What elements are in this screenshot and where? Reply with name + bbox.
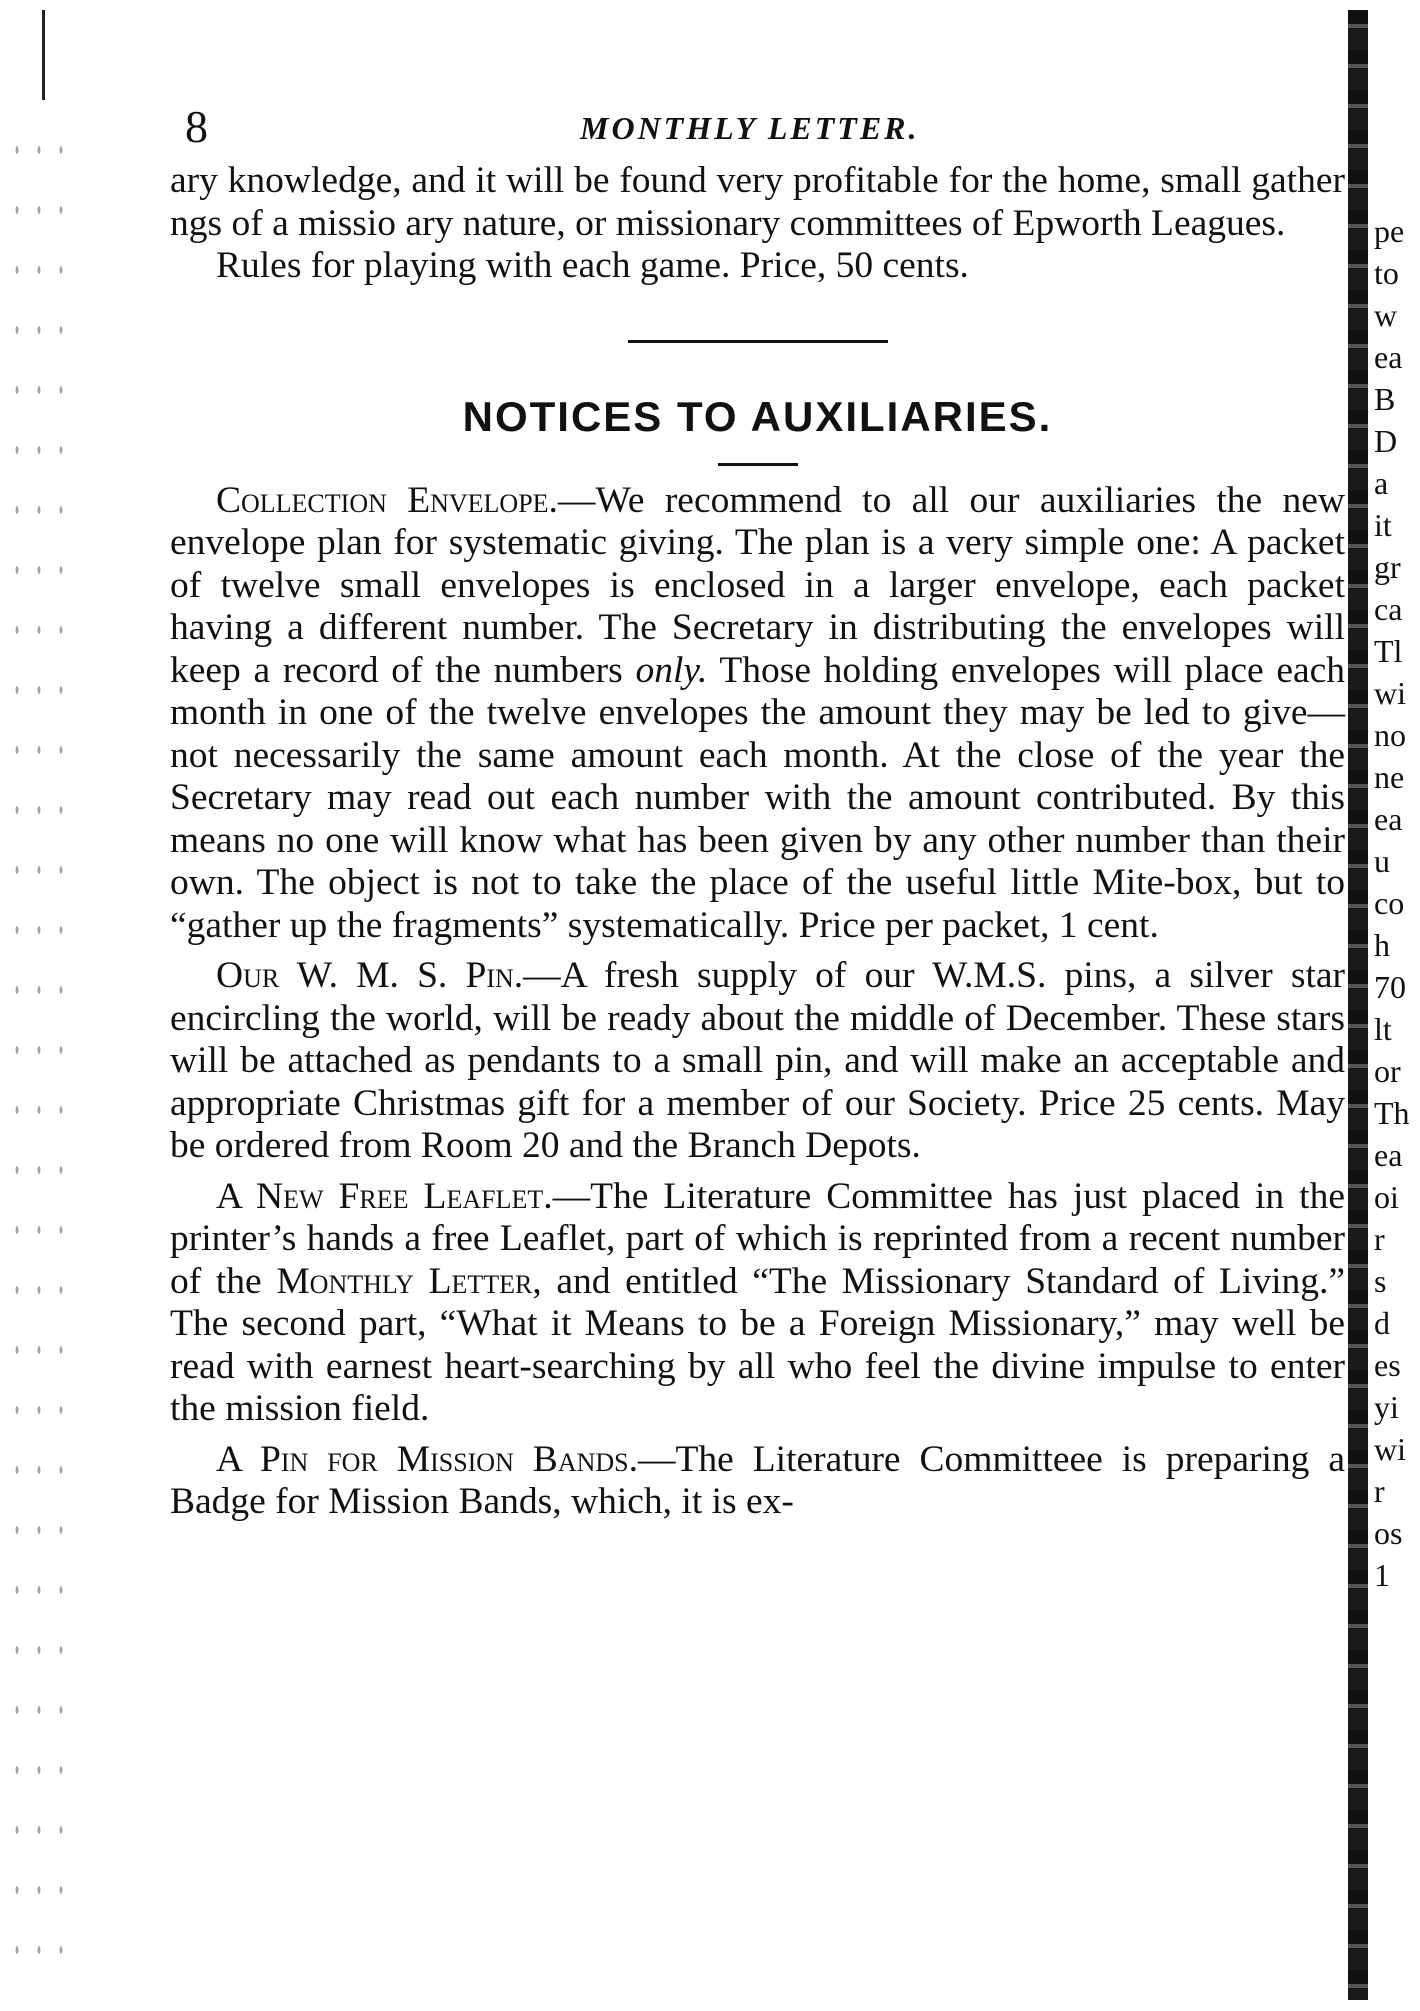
adjacent-page-fragment: w [1374, 297, 1398, 333]
notice-emphasis: only. [635, 649, 708, 691]
notice-text: The Literature Committee has just placed in the printer’s hands a free Leaflet, part of which is reprinted from a recent number of the [170, 1175, 1345, 1302]
adjacent-page-fragment: yi [1374, 1389, 1399, 1425]
adjacent-page-fragment: D [1374, 423, 1398, 459]
adjacent-page-fragment: oi [1374, 1179, 1399, 1215]
notice-mission-bands-pin [170, 1439, 1345, 1524]
adjacent-page-fragment: wi [1374, 1431, 1406, 1467]
notice-text: We recommend to all our auxiliaries the new envelope plan for systematic giving. The plan is a very simple one: A packet of twelve small envelopes is enclosed in a larger envelope, each packet having a different number. The Secretary in distributing the envelopes will keep a record of the numbers [170, 479, 1345, 691]
adjacent-page-fragment: os [1374, 1515, 1403, 1551]
notices-body [170, 480, 1345, 1524]
adjacent-page-fragment: co [1374, 885, 1405, 921]
notice-text: Those holding envelopes will place each month in one of the twelve envelopes the amount they may be led to give—not necessarily the same amount each month. At the close of the year the Secretary may read out each number with the amount contributed. By this means no one will know what has been given by any other number than their own. The object is not to take the place of the useful little Mite-box, but to “gather up the fragments” systematically. Price per packet, 1 cent. [170, 649, 1345, 946]
notice-free-leaflet [170, 1176, 1345, 1431]
running-title: MONTHLY LETTER. [580, 110, 920, 146]
section-divider [628, 340, 888, 343]
adjacent-page-fragment: 70 [1374, 969, 1406, 1005]
notice-text: The Literature Committeee is preparing a Badge for Mission Bands, which, it is ex- [170, 1438, 1345, 1522]
adjacent-page-fragment: a [1374, 465, 1389, 501]
notice-text: and entitled “The Missionary Standard of Living.” The second part, “What it Means to be a Foreign Missionary,” may well be read with earnest heart-searching by all who feel the divine impulse to enter the mission field. [170, 1260, 1346, 1429]
adjacent-page-fragment: Tl [1374, 633, 1403, 669]
page-number: 8 [185, 101, 208, 152]
notice-collection-envelope [170, 480, 1345, 948]
binding-edge [1348, 10, 1368, 2000]
adjacent-page-fragment: B [1374, 381, 1396, 417]
adjacent-page-fragment: or [1374, 1053, 1401, 1089]
notice-text: A fresh supply of our W.M.S. pins, a silver star encircling the world, will be ready about the middle of December. These stars will be attached as pendants to a small pin, and will make an acceptable and appropriate Christmas gift for a member of our Society. Price 25 cents. May be ordered from Room 20 and the Branch Depots. [170, 955, 1345, 1166]
adjacent-page-fragment: Th [1374, 1095, 1410, 1131]
intro-text [170, 160, 1345, 288]
adjacent-page-fragment: ea [1374, 339, 1403, 375]
adjacent-page-fragment: s [1374, 1263, 1387, 1299]
adjacent-page-fragment: r [1374, 1221, 1385, 1257]
adjacent-page-fragment: wi [1374, 675, 1406, 711]
intro-price-line: Rules for playing with each game. Price, 50 cents. [216, 245, 969, 286]
margin-specks [6, 120, 66, 2000]
adjacent-page-fragment: ne [1374, 759, 1405, 795]
adjacent-page-fragment: u [1374, 843, 1390, 879]
left-page-margin [0, 0, 110, 2011]
adjacent-page-strip [1348, 0, 1420, 2011]
notice-heading: A New Free Leaflet.— [216, 1175, 591, 1217]
page-content [170, 100, 1345, 1524]
adjacent-page-fragment: d [1374, 1305, 1390, 1341]
adjacent-page-fragment: ea [1374, 801, 1403, 837]
notice-wms-pin [170, 955, 1345, 1168]
title-underline [718, 463, 798, 466]
adjacent-page-fragment: it [1374, 507, 1392, 543]
publication-name: Monthly Letter, [276, 1260, 542, 1302]
notice-heading: Our W. M. S. Pin.— [216, 955, 561, 996]
intro-paragraph: ary knowledge, and it will be found very profitable for the home, small gather ngs of a missio ary nature, or missionary committees of Epworth Leagues. [170, 160, 1345, 244]
running-head [170, 100, 1345, 160]
adjacent-page-fragment: lt [1374, 1011, 1392, 1047]
adjacent-page-fragment: es [1374, 1347, 1401, 1383]
notice-heading: A Pin for Mission Bands.— [216, 1438, 676, 1480]
adjacent-page-fragment: 1 [1374, 1557, 1390, 1593]
notice-heading: Collection Envelope.— [216, 479, 596, 521]
margin-rule [42, 10, 45, 100]
adjacent-page-fragment: gr [1374, 549, 1401, 585]
adjacent-page-fragment: pe [1374, 213, 1405, 249]
adjacent-page-fragment: no [1374, 717, 1406, 753]
adjacent-page-fragment: h [1374, 927, 1390, 963]
adjacent-page-fragment: r [1374, 1473, 1385, 1509]
adjacent-page-fragment: ea [1374, 1137, 1403, 1173]
adjacent-page-fragment: to [1374, 255, 1399, 291]
adjacent-page-fragment: ca [1374, 591, 1403, 627]
section-title: NOTICES TO AUXILIARIES. [462, 392, 1053, 440]
